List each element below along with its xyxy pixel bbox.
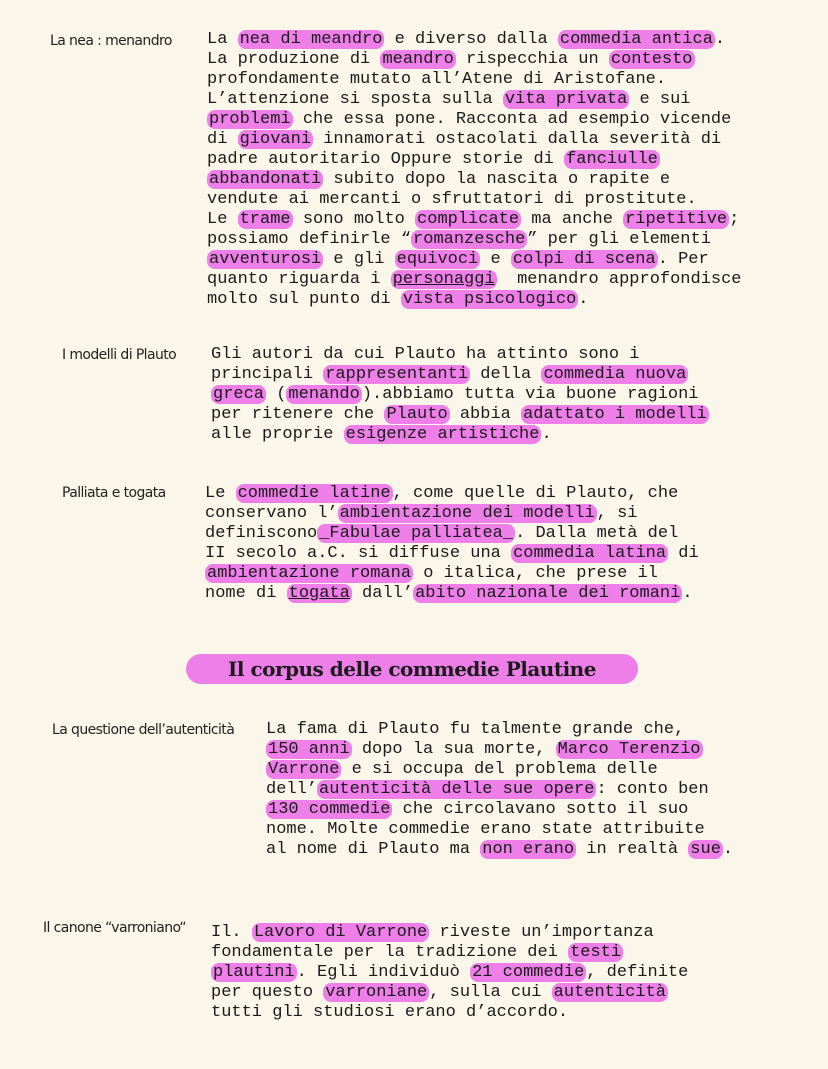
- text-segment: padre autoritario Oppure storie di: [207, 150, 565, 169]
- highlighted-text: togata: [288, 584, 350, 603]
- text-segment: e si occupa del problema delle: [341, 760, 658, 779]
- text-segment: : conto ben: [596, 780, 709, 799]
- text-segment: .: [722, 840, 734, 859]
- text-segment: conservano l’: [205, 504, 338, 523]
- text-segment: ma anche: [521, 210, 624, 229]
- highlighted-text: autenticità delle sue opere: [319, 780, 595, 799]
- highlighted-text: fanciulle: [566, 150, 658, 169]
- text-segment: per questo: [211, 983, 324, 1002]
- text-line: [266, 760, 733, 780]
- text-line: [207, 130, 742, 150]
- highlighted-text: plautini: [213, 963, 295, 982]
- highlighted-text: testi: [570, 943, 622, 962]
- text-segment: o italica, che prese il: [413, 564, 658, 583]
- text-segment: di: [207, 130, 238, 149]
- text-segment: alle proprie: [211, 425, 344, 444]
- text-segment: definiscono: [205, 524, 318, 543]
- highlighted-text: Lavoro di Varrone: [253, 923, 428, 942]
- text-segment: , definite: [586, 963, 689, 982]
- highlighted-text: problemi: [209, 110, 291, 129]
- highlighted-text: ripetitive: [625, 210, 728, 229]
- text-line: [266, 840, 733, 860]
- section-body-autenticita: [266, 720, 733, 860]
- text-segment: La produzione di: [207, 50, 381, 69]
- section-body-modelli: [211, 345, 709, 445]
- text-segment: , si: [596, 504, 638, 523]
- text-segment: nome. Molte commedie erano state attribuite: [266, 820, 705, 839]
- label-palliata-togata: Palliata e togata: [62, 485, 166, 501]
- highlighted-text: abito nazionale dei romani: [415, 584, 681, 603]
- highlighted-text: non erano: [482, 840, 575, 859]
- highlighted-text: romanzesche: [413, 230, 526, 249]
- text-line: [207, 210, 742, 230]
- text-segment: vendute ai mercanti o sfruttatori di prostitute.: [207, 190, 697, 209]
- text-segment: . Per: [657, 250, 709, 269]
- highlighted-text: meandro: [382, 50, 454, 69]
- text-segment: , come quelle di Plauto, che: [392, 484, 679, 503]
- text-segment: molto sul punto di: [207, 290, 401, 309]
- text-line: [266, 820, 733, 840]
- text-segment: che essa pone. Racconta ad esempio vicende: [292, 110, 732, 129]
- text-line: [207, 110, 742, 130]
- text-line: [211, 405, 709, 425]
- highlighted-text: equivoci: [396, 250, 479, 269]
- text-segment: di: [668, 544, 699, 563]
- text-segment: L’attenzione si sposta sulla: [207, 90, 503, 109]
- text-segment: ” per gli elementi: [527, 230, 711, 249]
- highlighted-text: avventurosi: [209, 250, 322, 269]
- highlighted-text: _Fabulae palliatea_: [319, 524, 514, 543]
- text-segment: per ritenere che: [211, 405, 385, 424]
- text-segment: rispecchia un: [455, 50, 609, 69]
- text-segment: . Egli individuò: [296, 963, 471, 982]
- text-line: [266, 740, 733, 760]
- text-segment: in realtà: [576, 840, 689, 859]
- highlighted-text: 21 commedie: [472, 963, 585, 982]
- text-segment: La fama di Plauto fu talmente grande che,: [266, 720, 685, 739]
- text-segment: e sui: [629, 90, 691, 109]
- text-segment: al nome di Plauto ma: [266, 840, 481, 859]
- text-segment: nome di: [205, 584, 287, 603]
- text-segment: .: [682, 584, 693, 603]
- text-line: [211, 385, 709, 405]
- text-line: [205, 544, 699, 564]
- highlighted-text: Varrone: [268, 760, 340, 779]
- text-line: [205, 564, 699, 584]
- text-line: [207, 30, 742, 50]
- highlighted-text: personaggi: [392, 270, 495, 289]
- text-segment: (: [266, 385, 287, 404]
- text-segment: e diverso dalla: [384, 30, 558, 49]
- text-line: [207, 230, 742, 250]
- highlighted-text: 130 commedie: [268, 800, 391, 819]
- text-segment: menandro approfondisce: [496, 270, 742, 289]
- label-modelli-plauto: I modelli di Plauto: [62, 347, 177, 363]
- highlighted-text: vita privata: [504, 90, 628, 109]
- text-segment: principali: [211, 365, 324, 384]
- label-canone-varroniano: Il canone “varroniano“: [43, 920, 187, 936]
- text-line: [207, 190, 742, 210]
- text-segment: che circolavano sotto il suo: [392, 800, 689, 819]
- text-line: [205, 584, 699, 604]
- highlighted-text: adattato i modelli: [523, 405, 707, 424]
- text-segment: subito dopo la nascita o rapite e: [323, 170, 671, 189]
- highlighted-text: ambientazione romana: [207, 564, 412, 583]
- highlighted-text: vista psicologico: [402, 290, 577, 309]
- text-segment: e gli: [323, 250, 395, 269]
- highlighted-text: nea di meandro: [239, 30, 383, 49]
- text-segment: tutti gli studiosi erano d’accordo.: [211, 1003, 569, 1022]
- highlighted-text: Plauto: [386, 405, 448, 424]
- text-line: [266, 720, 733, 740]
- text-segment: possiamo definirle “: [207, 230, 412, 249]
- corpus-title: Il corpus delle commedie Plautine: [228, 657, 596, 681]
- highlighted-text: 150 anni: [268, 740, 350, 759]
- text-segment: e: [480, 250, 511, 269]
- highlighted-text: varroniane: [325, 983, 428, 1002]
- text-line: [211, 1003, 688, 1023]
- text-segment: Gli autori da cui Plauto ha attinto sono i: [211, 345, 640, 364]
- text-line: [207, 170, 742, 190]
- highlighted-text: Marco Terenzio: [557, 740, 701, 759]
- highlighted-text: commedie latine: [237, 484, 391, 503]
- text-segment: Le: [207, 210, 238, 229]
- text-line: [207, 70, 742, 90]
- highlighted-text: complicate: [417, 210, 520, 229]
- section-body-canone: [211, 923, 688, 1023]
- text-segment: ).abbiamo tutta via buone ragioni: [361, 385, 699, 404]
- text-line: [205, 484, 699, 504]
- highlighted-text: giovani: [239, 130, 312, 149]
- text-segment: . Dalla metà del: [515, 524, 679, 543]
- highlighted-text: rappresentanti: [325, 365, 469, 384]
- highlighted-text: abbandonati: [209, 170, 322, 189]
- text-line: [211, 963, 688, 983]
- text-segment: .: [541, 425, 552, 444]
- text-segment: Le: [205, 484, 236, 503]
- highlighted-text: menando: [288, 385, 360, 404]
- text-line: [207, 90, 742, 110]
- text-line: [207, 150, 742, 170]
- text-segment: riveste un’importanza: [429, 923, 654, 942]
- highlighted-text: ambientazione dei modelli: [339, 504, 595, 523]
- highlighted-text: esigenze artistiche: [345, 425, 540, 444]
- text-segment: abbia: [449, 405, 522, 424]
- text-line: [205, 504, 699, 524]
- text-line: [211, 983, 688, 1003]
- text-line: [211, 923, 688, 943]
- text-line: [207, 270, 742, 290]
- text-segment: della: [470, 365, 542, 384]
- text-line: [211, 345, 709, 365]
- text-segment: ;: [729, 210, 740, 229]
- text-line: [207, 290, 742, 310]
- corpus-title-banner: [186, 654, 638, 684]
- highlighted-text: autenticità: [553, 983, 666, 1002]
- text-segment: quanto riguarda i: [207, 270, 391, 289]
- text-segment: .: [714, 30, 726, 49]
- text-line: [266, 780, 733, 800]
- highlighted-text: commedia antica: [559, 30, 713, 49]
- text-segment: La: [207, 30, 238, 49]
- text-segment: dopo la sua morte,: [351, 740, 556, 759]
- text-line: [207, 250, 742, 270]
- text-line: [205, 524, 699, 544]
- label-la-nea: La nea : menandro: [50, 33, 172, 49]
- text-segment: dall’: [351, 584, 414, 603]
- highlighted-text: colpi di scena: [512, 250, 656, 269]
- text-line: [211, 943, 688, 963]
- text-segment: fondamentale per la tradizione dei: [211, 943, 569, 962]
- text-segment: innamorati ostacolati dalla severità di: [313, 130, 722, 149]
- text-segment: II secolo a.C. si diffuse una: [205, 544, 512, 563]
- highlighted-text: commedia nuova: [543, 365, 687, 384]
- text-segment: Il.: [211, 923, 252, 942]
- label-questione-autenticita: La questione dell’autenticità: [52, 722, 235, 738]
- highlighted-text: commedia latina: [513, 544, 667, 563]
- highlighted-text: contesto: [610, 50, 693, 69]
- text-segment: dell’: [266, 780, 318, 799]
- highlighted-text: sue: [690, 840, 721, 859]
- text-line: [211, 425, 709, 445]
- text-line: [266, 800, 733, 820]
- text-segment: sono molto: [292, 210, 416, 229]
- text-line: [211, 365, 709, 385]
- section-body-nea: [207, 30, 742, 310]
- text-segment: , sulla cui: [429, 983, 552, 1002]
- text-segment: .: [578, 290, 589, 309]
- text-segment: profondamente mutato all’Atene di Aristofane.: [207, 70, 667, 89]
- text-line: [207, 50, 742, 70]
- highlighted-text: trame: [239, 210, 291, 229]
- highlighted-text: greca: [213, 385, 265, 404]
- section-body-palliata: [205, 484, 699, 604]
